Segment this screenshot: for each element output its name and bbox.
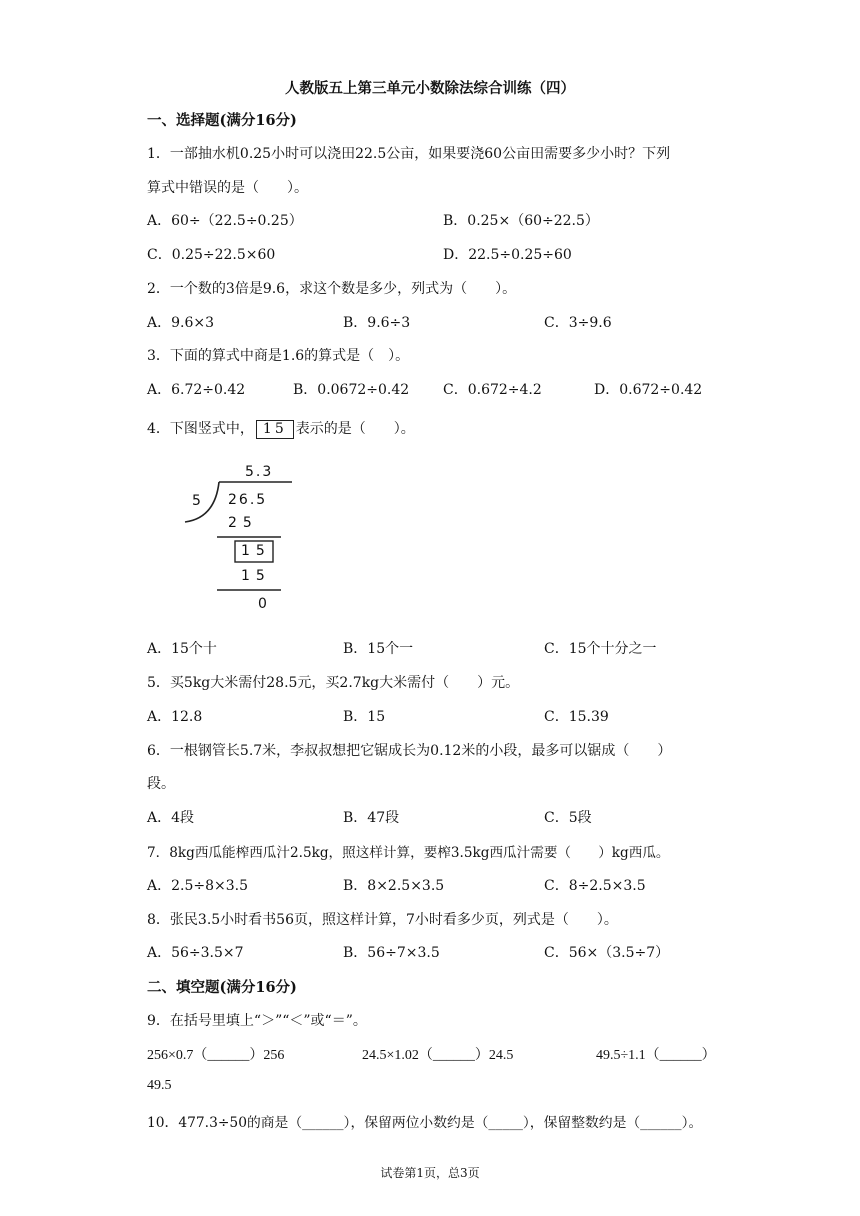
question-6-line-1: 6．一根钢管长5.7米，李叔叔想把它锯成长为0.12米的小段，最多可以锯成（ ） <box>147 743 672 759</box>
question-9-expression-2: 24.5×1.02（______）24.5 <box>362 1048 514 1063</box>
question-7-text: 7．8kg西瓜能榨西瓜汁2.5kg，照这样计算，要榨3.5kg西瓜汁需要（ ）kg西瓜。 <box>147 845 670 861</box>
question-9-expression-3-continued: 49.5 <box>147 1078 172 1093</box>
question-1-option-a: A．60÷（22.5÷0.25） <box>147 213 303 229</box>
question-7-option-b: B．8×2.5×3.5 <box>343 878 445 894</box>
question-7-option-a: A．2.5÷8×3.5 <box>147 878 249 894</box>
question-4-boxed-number: 15 <box>256 420 294 439</box>
division-subtrahend-2: 15 <box>241 568 271 584</box>
question-5-option-c: C．15.39 <box>544 709 609 725</box>
section-heading-fill: 二、填空题(满分16分) <box>147 979 297 996</box>
question-6-option-b: B．47段 <box>343 810 400 826</box>
page-footer: 试卷第1页，总3页 <box>380 1166 480 1180</box>
question-3-option-a: A．6.72÷0.42 <box>147 382 246 398</box>
section-heading-choice: 一、选择题(满分16分) <box>147 112 297 129</box>
question-2-text: 2．一个数的3倍是9.6，求这个数是多少，列式为（ ）。 <box>147 281 517 297</box>
question-9-expression-1: 256×0.7（______）256 <box>147 1048 285 1063</box>
question-1-line-2: 算式中错误的是（ ）。 <box>147 180 308 196</box>
question-10-text: 10．477.3÷50的商是（______），保留两位小数约是（_____），保留整数约是（______）。 <box>147 1115 703 1131</box>
question-6-line-2: 段。 <box>147 776 175 792</box>
division-dividend: 26.5 <box>228 492 268 508</box>
question-6-option-a: A．4段 <box>147 810 195 826</box>
question-3-text: 3．下面的算式中商是1.6的算式是（ ）。 <box>147 348 410 364</box>
long-division-bracket <box>175 458 305 618</box>
question-4-text-after: 表示的是（ ）。 <box>295 421 415 437</box>
question-3-option-b: B．0.0672÷0.42 <box>293 382 410 398</box>
question-8-text: 8．张民3.5小时看书56页，照这样计算，7小时看多少页，列式是（ ）。 <box>147 912 618 928</box>
question-1-option-b: B．0.25×（60÷22.5） <box>443 213 599 229</box>
question-8-option-a: A．56÷3.5×7 <box>147 945 244 961</box>
question-9-text: 9．在括号里填上“＞”“＜”或“＝”。 <box>147 1013 367 1029</box>
division-divisor: 5 <box>192 493 201 509</box>
question-9-expression-3: 49.5÷1.1（______） <box>596 1048 716 1063</box>
question-3-option-c: C．0.672÷4.2 <box>443 382 542 398</box>
question-2-option-a: A．9.6×3 <box>147 315 215 331</box>
question-5-option-a: A．12.8 <box>147 709 203 725</box>
question-7-option-c: C．8÷2.5×3.5 <box>544 878 646 894</box>
division-remainder-1: 15 <box>241 543 271 559</box>
question-2-option-c: C．3÷9.6 <box>544 315 612 331</box>
question-4-text <box>147 418 415 439</box>
division-quotient: 5.3 <box>245 464 274 480</box>
question-5-text: 5．买5kg大米需付28.5元，买2.7kg大米需付（ ）元。 <box>147 675 520 691</box>
question-4-option-b: B．15个一 <box>343 641 414 657</box>
question-5-option-b: B．15 <box>343 709 386 725</box>
question-6-option-c: C．5段 <box>544 810 592 826</box>
division-subtrahend-1: 25 <box>228 515 258 531</box>
question-3-option-d: D．0.672÷0.42 <box>594 382 703 398</box>
question-4-option-a: A．15个十 <box>147 641 217 657</box>
page-title: 人教版五上第三单元小数除法综合训练（四） <box>285 80 575 97</box>
question-4-text-before: 4．下图竖式中， <box>147 421 254 437</box>
question-1-option-c: C．0.25÷22.5×60 <box>147 247 276 263</box>
division-remainder-final: 0 <box>258 596 267 612</box>
question-1-option-d: D．22.5÷0.25÷60 <box>443 247 572 263</box>
question-2-option-b: B．9.6÷3 <box>343 315 411 331</box>
long-division-figure <box>175 458 305 618</box>
question-1-line-1: 1．一部抽水机0.25小时可以浇田22.5公亩，如果要浇60公亩田需要多少小时？下列 <box>147 146 671 162</box>
question-8-option-c: C．56×（3.5÷7） <box>544 945 670 961</box>
question-4-option-c: C．15个十分之一 <box>544 641 657 657</box>
question-8-option-b: B．56÷7×3.5 <box>343 945 440 961</box>
